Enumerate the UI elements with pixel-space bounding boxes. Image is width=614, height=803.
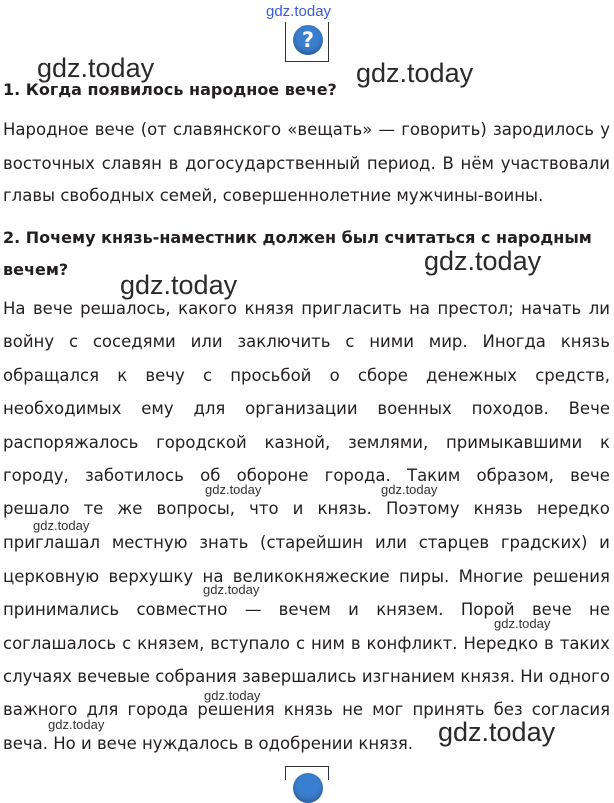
word: без <box>493 700 523 719</box>
word: сборе <box>357 366 408 385</box>
word: что <box>249 499 279 518</box>
watermark: gdz.today <box>37 53 155 83</box>
word: и <box>292 499 304 518</box>
word: необходимых <box>3 399 122 418</box>
word: об <box>200 466 221 485</box>
question-icon-frame <box>285 22 329 62</box>
answer-2-line <box>3 634 610 653</box>
watermark: gdz.today <box>438 717 556 747</box>
word: знать <box>199 533 249 552</box>
watermark: gdz.today <box>48 717 105 732</box>
word: участвовали <box>500 154 610 173</box>
word: с <box>122 634 132 653</box>
question-1-heading: 1. Когда появилось народное вече? <box>3 80 337 99</box>
word: местную <box>111 533 188 552</box>
word: или <box>374 533 407 552</box>
answer-1-line: главы свободных семей, совершеннолетние мужчины-воины. <box>3 186 544 205</box>
word: решалось, <box>80 299 171 318</box>
word: градских) <box>500 533 588 552</box>
word: старцев <box>418 533 490 552</box>
word: городу, <box>3 466 69 485</box>
watermark: gdz.today <box>356 58 474 88</box>
watermark: gdz.today <box>120 270 238 300</box>
word: «вещать» <box>287 120 373 139</box>
word: о <box>329 366 340 385</box>
word: князь <box>473 499 523 518</box>
word: зародилось <box>492 120 595 139</box>
word: (старейшин <box>260 533 364 552</box>
word: пиры. <box>398 567 450 586</box>
answer-2-line <box>3 466 610 485</box>
word: начать <box>521 299 582 318</box>
word: ними <box>369 332 414 351</box>
word: согласия <box>531 700 610 719</box>
word: вече <box>94 120 135 139</box>
word: на <box>202 567 224 586</box>
word: военных <box>377 399 452 418</box>
word: Многие <box>458 567 524 586</box>
answer-2-line: веча. Но и вече нуждалось в одобрении князя. <box>3 734 414 753</box>
word: войну <box>3 332 55 351</box>
word: Нередко <box>463 634 539 653</box>
answer-2-line <box>3 533 610 552</box>
word: в <box>350 634 361 653</box>
word: к <box>600 433 610 452</box>
question-2-heading-cont: вечем? <box>3 260 69 279</box>
watermark: gdz.today <box>205 482 262 497</box>
word: мир. <box>428 332 468 351</box>
word: Порой <box>460 600 515 619</box>
word: решения <box>532 567 610 586</box>
word: решало <box>3 499 70 518</box>
word: князь. <box>317 499 372 518</box>
word: На <box>3 299 26 318</box>
word: (от <box>140 120 167 139</box>
watermark: gdz.today <box>494 616 551 631</box>
word: князем. <box>376 600 444 619</box>
word: вече <box>32 299 73 318</box>
watermark: gdz.today <box>424 246 542 276</box>
word: просьбой <box>230 366 312 385</box>
word: походов. <box>471 399 549 418</box>
word: не <box>342 700 364 719</box>
word: землями, <box>347 433 429 452</box>
word: на <box>409 299 431 318</box>
word: период. <box>366 154 436 173</box>
word: или <box>190 332 223 351</box>
word: с <box>345 332 355 351</box>
answer-2-line <box>3 499 610 518</box>
word: образом, <box>476 466 554 485</box>
word: великокняжеские <box>232 567 390 586</box>
word: вступало <box>210 634 291 653</box>
word: же <box>117 499 143 518</box>
word: Вече <box>568 399 610 418</box>
answer-1-line <box>3 120 610 139</box>
word: соседями <box>92 332 176 351</box>
word: князя <box>244 299 294 318</box>
word: с <box>295 634 306 653</box>
word: те <box>83 499 104 518</box>
word: важного <box>3 700 78 719</box>
word: Народное <box>3 120 89 139</box>
watermark: gdz.today <box>204 688 261 703</box>
word: казной, <box>264 433 331 452</box>
watermark: gdz.today <box>203 582 260 597</box>
word: Ни <box>520 667 544 686</box>
answer-2-line <box>3 332 610 351</box>
word: денежных <box>426 366 517 385</box>
word: совместно <box>136 600 228 619</box>
word: ему <box>141 399 174 418</box>
word: князем, <box>137 634 205 653</box>
word: и <box>348 600 359 619</box>
word: славянского <box>173 120 282 139</box>
word: ли <box>588 299 610 318</box>
word: Иногда <box>482 332 546 351</box>
word: мог <box>372 700 404 719</box>
word: решения <box>197 700 275 719</box>
word: вече <box>531 600 572 619</box>
answer-2-line <box>3 433 610 452</box>
word: обороне <box>236 466 309 485</box>
word: церковную <box>3 567 100 586</box>
word: заключить <box>237 332 331 351</box>
word: славян <box>101 154 162 173</box>
word: городской <box>156 433 247 452</box>
word: организации <box>245 399 358 418</box>
word: города. <box>324 466 391 485</box>
word: вече <box>570 466 610 485</box>
word: верхушку <box>108 567 194 586</box>
word: князя. <box>460 667 515 686</box>
word: обращался <box>3 366 100 385</box>
word: принимались <box>3 600 120 619</box>
watermark: gdz.today <box>33 518 90 533</box>
word: соглашалось <box>3 634 117 653</box>
word: пригласить <box>301 299 402 318</box>
word: и <box>599 533 610 552</box>
word: к <box>117 366 128 385</box>
word: средств, <box>535 366 610 385</box>
word: какого <box>178 299 238 318</box>
word: Таким <box>406 466 461 485</box>
word: случаях <box>3 667 72 686</box>
word: не <box>589 600 610 619</box>
word: изгнанием <box>361 667 456 686</box>
word: говорить) <box>401 120 487 139</box>
word: одного <box>548 667 610 686</box>
word: ним <box>310 634 345 653</box>
word: в <box>544 634 554 653</box>
word: завершались <box>241 667 357 686</box>
word: Поэтому <box>386 499 460 518</box>
question-icon: ? <box>293 25 323 55</box>
word: нередко <box>536 499 610 518</box>
word: приглашал <box>3 533 101 552</box>
word: князь <box>560 332 610 351</box>
word: восточных <box>3 154 95 173</box>
word: вечу <box>145 366 185 385</box>
answer-2-line <box>3 399 610 418</box>
word: для <box>193 399 226 418</box>
word: в <box>168 154 179 173</box>
word: таких <box>559 634 610 653</box>
word: — <box>378 120 396 139</box>
word: заботилось <box>84 466 184 485</box>
answer-2-line <box>3 366 610 385</box>
watermark-top: gdz.today <box>266 3 332 20</box>
word: В <box>442 154 454 173</box>
word: примыкавшими <box>446 433 583 452</box>
word: с <box>68 332 79 351</box>
word: с <box>202 366 213 385</box>
question-2-heading: 2. Почему князь-наместник должен был считаться с народным <box>3 228 592 247</box>
word: вечевые <box>77 667 150 686</box>
word: для <box>86 700 119 719</box>
word: вечем <box>278 600 331 619</box>
answer-1-line <box>3 154 610 173</box>
word: распоряжалось <box>3 433 139 452</box>
word: вопросы, <box>156 499 236 518</box>
word: князь <box>283 700 333 719</box>
word: конфликт. <box>366 634 458 653</box>
answer-2-line <box>3 299 610 318</box>
word: — <box>244 600 262 619</box>
word: догосударственный <box>185 154 361 173</box>
watermark: gdz.today <box>381 482 438 497</box>
answer-2-line <box>3 567 610 586</box>
word: города <box>127 700 189 719</box>
word: нём <box>460 154 494 173</box>
answer-2-line <box>3 667 610 686</box>
word: собрания <box>155 667 237 686</box>
word: у <box>600 120 610 139</box>
word: принять <box>412 700 485 719</box>
word: престол; <box>437 299 514 318</box>
